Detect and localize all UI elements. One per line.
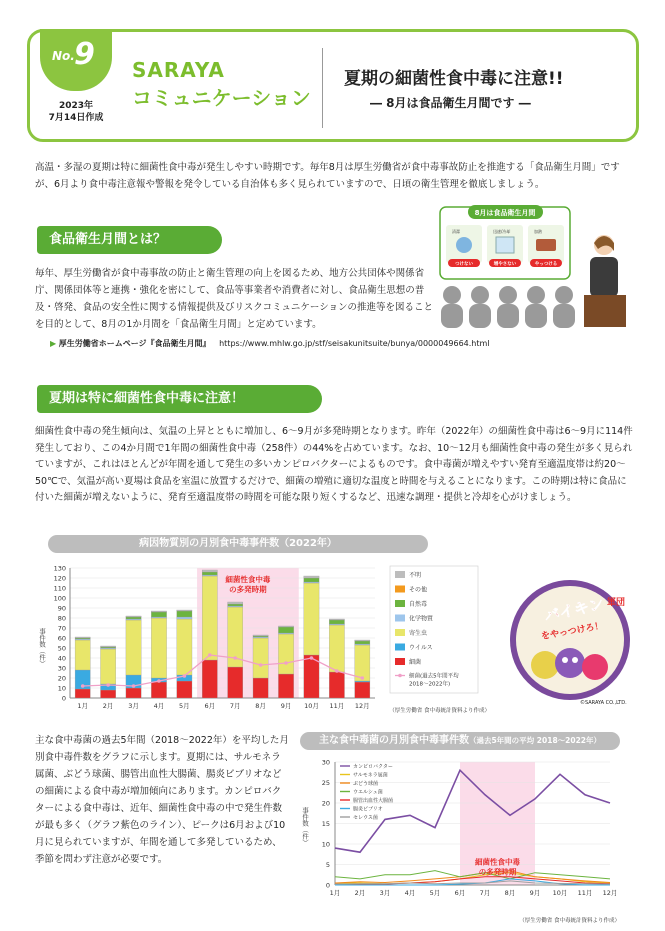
x-tick-label: 8月 — [255, 702, 266, 710]
legend-swatch — [395, 658, 405, 665]
bar-segment — [151, 611, 166, 612]
y-axis-label: 事件数（件） — [38, 628, 46, 667]
bar-segment — [329, 620, 344, 624]
illus-sub-3: 加熱 — [534, 229, 542, 234]
y-tick-label: 10 — [321, 840, 330, 849]
average-point — [259, 663, 263, 667]
y-tick-label: 40 — [57, 654, 66, 663]
section2-heading: 夏期は特に細菌性食中毒に注意！ — [37, 385, 322, 413]
average-point — [208, 653, 212, 657]
average-point — [233, 656, 237, 660]
illus-sub-2: 迅速/冷却 — [493, 229, 511, 234]
x-tick-label: 4月 — [153, 702, 165, 710]
section1-body: 毎年、厚生労働省が食中毒事故の防止と衛生管理の向上を図るため、地方公共団体や関係省庁、関係団体等と連携・強化を密にして、食品等事業者や消費者に対し、食品衛生思想の普及・啓発、食品の安全性に関する情報提供及びリスクコミュニケーションの推進等を図ることを目的として、8月の1か月間を「食品衛生月間」と定めています。 — [35, 268, 434, 330]
food-hygiene-month-illustration — [438, 205, 638, 330]
mascot-text-2: 軍団 — [607, 598, 626, 608]
bar-segment — [253, 636, 268, 637]
legend-swatch — [395, 629, 405, 636]
bar-segment — [75, 640, 90, 670]
y-tick-label: 10 — [57, 684, 66, 693]
bar-segment — [101, 647, 116, 648]
highlight-label-1: 細菌性食中毒 — [475, 857, 520, 867]
chart2-source: （厚生労働省 食中毒統計資料より作成） — [519, 918, 620, 924]
illus-sub-1: 清潔 — [452, 229, 460, 234]
bar-segment — [126, 619, 141, 620]
bar-segment — [75, 639, 90, 640]
x-tick-label: 10月 — [552, 889, 568, 897]
bar-segment — [355, 641, 370, 644]
bar-segment — [202, 576, 217, 660]
pathogen-line-chart — [295, 752, 625, 927]
bar-segment — [202, 660, 217, 698]
bar-segment — [304, 582, 319, 583]
x-tick-label: 9月 — [280, 702, 292, 710]
legend-line-label-2: 2018〜2022年) — [409, 681, 451, 688]
average-point — [81, 684, 85, 688]
y-tick-label: 80 — [57, 614, 66, 623]
y-tick-label: 20 — [57, 674, 66, 683]
issue-number: 9 — [74, 37, 95, 72]
y-tick-label: 0 — [61, 694, 66, 703]
bar-segment — [126, 617, 141, 619]
link-url: https://www.mhlw.go.jp/stf/seisakunitsuite/bunya/0000049664.html — [219, 339, 490, 348]
x-tick-label: 7月 — [229, 702, 241, 710]
bar-segment — [253, 638, 268, 678]
legend-swatch — [395, 586, 405, 593]
y-tick-label: 20 — [321, 799, 330, 808]
bar-segment — [202, 570, 217, 572]
bar-segment — [75, 689, 90, 698]
issue-date — [40, 100, 112, 124]
bar-segment — [355, 681, 370, 682]
y-axis-label: 事件数（件） — [301, 807, 309, 846]
average-point — [284, 661, 288, 665]
chart2-subtitle: （過去5年間の平均 2018〜2022年） — [468, 736, 602, 745]
bar-segment — [329, 624, 344, 625]
bar-segment — [355, 644, 370, 645]
x-tick-label: 1月 — [77, 702, 89, 710]
arrow-icon: ▶ — [50, 339, 57, 348]
legend-label: ウイルス — [409, 644, 433, 652]
series-logo: コミュニケーション — [132, 86, 311, 110]
bar-segment — [151, 682, 166, 698]
x-tick-label: 12月 — [602, 889, 618, 897]
bar-segment — [253, 678, 268, 698]
average-point — [335, 669, 339, 673]
x-tick-label: 10月 — [304, 702, 319, 710]
mascot-copyright: ©SARAYA CO.,LTD. — [580, 700, 627, 706]
y-tick-label: 5 — [325, 861, 330, 869]
y-tick-label: 120 — [53, 574, 66, 583]
illus-item-1: つけない — [455, 262, 473, 267]
bar-segment — [329, 619, 344, 620]
legend-label: 腸管出血性大腸菌 — [353, 798, 394, 804]
bar-segment — [151, 617, 166, 618]
chart1-title: 病因物質別の月別食中毒事件数（2022年） — [48, 535, 428, 553]
highlight-label-1: 細菌性食中毒 — [225, 575, 271, 584]
bar-segment — [278, 626, 293, 627]
header-divider — [322, 48, 323, 128]
legend-swatch — [395, 571, 405, 578]
y-tick-label: 100 — [53, 594, 66, 603]
issue-label: No. — [52, 49, 75, 63]
bar-segment — [75, 638, 90, 639]
monthly-food-poisoning-bar-chart — [30, 558, 495, 718]
x-tick-label: 1月 — [329, 889, 341, 897]
y-tick-label: 15 — [321, 820, 330, 828]
bar-segment — [75, 637, 90, 638]
issue-badge — [40, 29, 112, 91]
x-tick-label: 7月 — [479, 889, 491, 897]
bar-segment — [177, 611, 192, 617]
bar-segment — [228, 604, 243, 606]
chart1-source: （厚生労働省 食中毒統計資料より作成） — [389, 708, 490, 714]
page-title: 夏期の細菌性食中毒に注意!! — [344, 69, 564, 89]
legend-swatch — [395, 615, 405, 622]
bar-segment — [126, 616, 141, 617]
bar-segment — [177, 619, 192, 675]
legend-label: 細菌 — [409, 659, 422, 666]
legend-label: カンピロバクター — [353, 764, 393, 770]
y-tick-label: 110 — [53, 584, 66, 593]
bar-segment — [278, 634, 293, 674]
section2-body: 細菌性食中毒の発生傾向は、気温の上昇とともに増加し、6〜9月が多発時期となります。昨年（2022年）の細菌性食中毒は6〜9月に114件発生しており、この4か月間で1年間の細菌性食中毒（258件）の44%を占めています。なお、10〜12月も細菌性食中毒の発生が多く見られていますが、これはほとんどが年間を通して発生の多いカンピロバクターによるものです。食中毒菌が増えやすい発育至適温度帯は約20〜50℃で、気温が高い夏場は食品を室温に放置するだけで、細菌の増殖に適切な温度と時間を与えることになります。この時期は特に食品に付いた細菌が増えないように、発育至適温度帯の時間を可能な限り短くするなど、迅速な調理・提供と冷却を心がけましょう。 — [35, 426, 633, 503]
bar-segment — [304, 583, 319, 655]
illus-item-3: やっつける — [534, 262, 558, 267]
legend-label: サルモネラ属菌 — [353, 772, 388, 779]
average-point — [183, 674, 187, 678]
y-tick-label: 60 — [57, 634, 66, 643]
legend-label: 自然毒 — [409, 601, 428, 608]
bar-segment — [177, 610, 192, 611]
bar-segment — [278, 627, 293, 633]
date-day: 7月14日作成 — [48, 113, 104, 123]
link-label: 厚生労働省ホームページ『食品衛生月間』 — [58, 339, 211, 348]
bar-segment — [101, 690, 116, 698]
highlight-label-2: の多発時期 — [229, 585, 267, 594]
legend-label: セレウス菌 — [353, 815, 378, 821]
bar-segment — [355, 640, 370, 641]
legend-swatch — [395, 600, 405, 607]
legend-label: 腸炎ビブリオ — [353, 806, 383, 813]
legend-line-label: 細菌(過去5年間平均 — [409, 673, 459, 680]
bar-segment — [278, 633, 293, 634]
legend-label: その他 — [409, 586, 428, 594]
bar-segment — [278, 674, 293, 698]
x-tick-label: 3月 — [128, 702, 139, 710]
y-tick-label: 25 — [321, 779, 330, 787]
bar-segment — [228, 606, 243, 607]
average-point — [132, 684, 136, 688]
legend-label: 不明 — [409, 572, 422, 579]
mascot-text-3: をやっつけろ！ — [540, 621, 605, 643]
chart2-title: 主な食中毒菌の月別食中毒事件数 — [318, 735, 469, 746]
bar-segment — [126, 688, 141, 698]
x-tick-label: 11月 — [577, 889, 593, 897]
y-tick-label: 30 — [321, 758, 330, 767]
mascot-text-1: バイキン — [542, 594, 606, 626]
y-tick-label: 130 — [53, 564, 66, 573]
x-tick-label: 4月 — [404, 889, 416, 897]
bar-segment — [253, 637, 268, 638]
bar-segment — [228, 602, 243, 604]
x-tick-label: 6月 — [454, 889, 466, 897]
y-tick-label: 0 — [325, 881, 330, 890]
bar-segment — [151, 612, 166, 617]
bottom-body: 主な食中毒菌の過去5年間（2018〜2022年）を平均した月別食中毒件数をグラフに示します。夏期には、サルモネラ属菌、ぶどう球菌、腸管出血性大腸菌、腸炎ビブリオなどの細菌による食中毒が増加傾向にあります。カンピロバクターによる食中毒は、近年、細菌性食中毒の中で発生件数が最も多く（グラフ紫色のライン）、ピークは6月および10月に見られていますが、年間を通して多発しているため、季節を問わず注意が必要です。 — [35, 735, 289, 865]
bar-segment — [355, 682, 370, 698]
bar-segment — [101, 646, 116, 647]
x-tick-label: 12月 — [354, 702, 370, 710]
bar-segment — [101, 649, 116, 684]
bar-segment — [329, 625, 344, 672]
bar-segment — [177, 681, 192, 698]
chart2-title-bar — [300, 732, 620, 750]
legend-line-point — [398, 674, 402, 678]
bar-segment — [126, 620, 141, 675]
legend-label: ウエルシュ菌 — [353, 789, 383, 796]
legend-swatch — [395, 644, 405, 651]
bar-segment — [151, 618, 166, 678]
bar-segment — [304, 576, 319, 578]
intro-text: 高温・多湿の夏期は特に細菌性食中毒が発生しやすい時期です。毎年8月は厚生労働省が食中毒事故防止を推進する「食品衛生月間」ですが、6月より食中毒注意報や警報を発令している自治体も多く見られていますので、日頃の衛生管理を徹底しましょう。 — [35, 162, 620, 190]
x-tick-label: 5月 — [429, 889, 441, 897]
legend-label: 寄生虫 — [409, 630, 428, 637]
y-tick-label: 70 — [57, 624, 66, 633]
date-year: 2023年 — [58, 101, 94, 111]
x-tick-label: 11月 — [329, 702, 345, 710]
x-tick-label: 3月 — [379, 889, 391, 897]
mhlw-link[interactable] — [50, 338, 490, 349]
average-point — [360, 676, 364, 680]
illus-item-2: 増やさない — [493, 262, 517, 267]
section1-heading: 食品衛生月間とは？ — [37, 226, 222, 254]
bar-segment — [177, 617, 192, 619]
x-tick-label: 5月 — [179, 702, 190, 710]
illus-title: 8月は食品衛生月間 — [474, 209, 536, 217]
bar-segment — [329, 672, 344, 698]
bar-segment — [202, 575, 217, 576]
x-tick-label: 8月 — [504, 889, 516, 897]
bar-segment — [228, 667, 243, 698]
y-tick-label: 30 — [57, 664, 66, 673]
bar-segment — [253, 635, 268, 636]
bar-segment — [304, 578, 319, 582]
x-tick-label: 2月 — [354, 889, 366, 897]
bar-segment — [101, 648, 116, 649]
average-point — [106, 683, 110, 687]
page-subtitle: ― 8月は食品衛生月間です ― — [370, 96, 531, 110]
y-tick-label: 90 — [57, 604, 66, 613]
highlight-label-2: の多発時期 — [478, 867, 517, 877]
bacteria-mascot-illustration — [505, 575, 635, 705]
y-tick-label: 50 — [57, 644, 66, 653]
x-tick-label: 9月 — [529, 889, 541, 897]
legend-label: 化学物質 — [409, 615, 434, 623]
x-tick-label: 2月 — [102, 702, 114, 710]
x-tick-label: 6月 — [204, 702, 216, 710]
bar-segment — [355, 645, 370, 681]
legend-label: ぶどう球菌 — [353, 781, 379, 787]
average-point — [157, 679, 161, 683]
average-point — [310, 656, 314, 660]
brand-logo: SARAYA — [132, 58, 225, 82]
bar-segment — [202, 572, 217, 575]
